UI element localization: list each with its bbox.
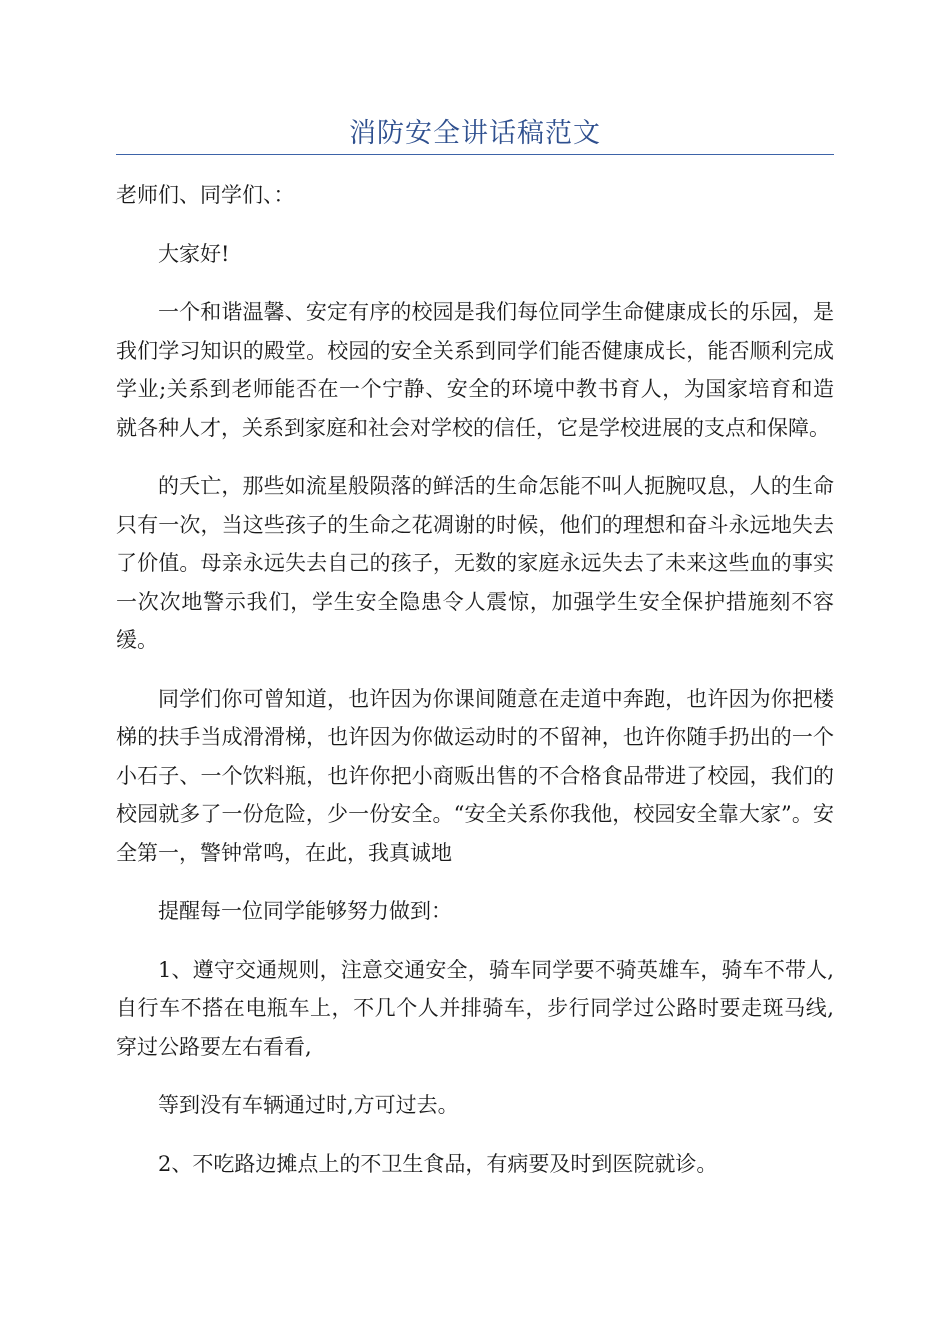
paragraph-greeting: 大家好! (158, 241, 230, 266)
paragraph-rule-1-cont: 等到没有车辆通过时,方可过去。 (158, 1093, 459, 1117)
paragraph-rule-2: 2、不吃路边摊点上的不卫生食品，有病要及时到医院就诊。 (158, 1151, 718, 1176)
title-underline (116, 154, 834, 155)
document-body (116, 176, 834, 1183)
paragraph-campus-safety: 一个和谐温馨、安定有序的校园是我们每位同学生命健康成长的乐园，是我们学习知识的殿堂。校园的安全关系到同学们能否健康成长，能否顺利完成学业;关系到老师能否在一个宁静、安全的环境中教书育人，为国家培育和造就各种人才，关系到家庭和社会对学校的信任，它是学校进展的支点和保障。 (116, 300, 834, 440)
paragraph-hazards: 同学们你可曾知道，也许因为你课间随意在走道中奔跑，也许因为你把楼梯的扶手当成滑滑梯，也许因为你做运动时的不留神，也许你随手扔出的一个小石子、一个饮料瓶，也许你把小商贩出售的不合格食品带进了校园，我们的校园就多了一份危险，少一份安全。“安全关系你我他，校园安全靠大家”。安全第一，警钟常鸣，在此，我真诚地 (116, 686, 834, 865)
paragraph-rule-1: 1、遵守交通规则，注意交通安全，骑车同学要不骑英雄车，骑车不带人,自行车不搭在电瓶车上，不几个人并排骑车，步行同学过公路时要走斑马线,穿过公路要左右看看, (116, 957, 834, 1059)
paragraph-lives-lost: 的夭亡，那些如流星般陨落的鲜活的生命怎能不叫人扼腕叹息，人的生命只有一次，当这些孩子的生命之花凋谢的时候，他们的理想和奋斗永远地失去了价值。母亲永远失去自己的孩子，无数的家庭永远失去了未来这些血的事实一次次地警示我们，学生安全隐患令人震惊，加强学生安全保护措施刻不容缓。 (116, 474, 834, 652)
document-title: 消防安全讲话稿范文 (349, 118, 601, 149)
paragraph-reminder: 提醒每一位同学能够努力做到： (158, 899, 452, 923)
paragraph-salutation: 老师们、同学们、： (116, 183, 295, 207)
